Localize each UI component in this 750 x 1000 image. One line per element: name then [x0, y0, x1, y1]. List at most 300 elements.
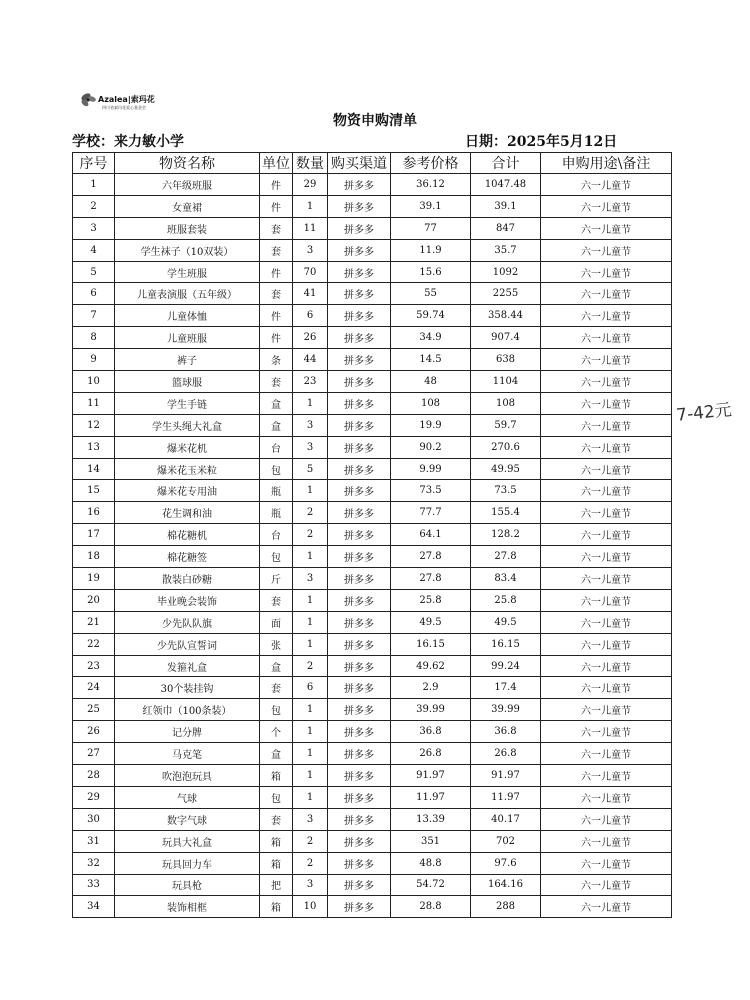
table-row — [73, 392, 672, 414]
cell-unit: 套 — [260, 217, 293, 239]
table-row — [73, 655, 672, 677]
cell-channel: 拼多多 — [328, 480, 391, 502]
cell-quantity: 2 — [293, 524, 328, 546]
table-row — [73, 327, 672, 349]
cell-index: 13 — [73, 436, 115, 458]
cell-total: 99.24 — [471, 655, 541, 677]
cell-quantity: 3 — [293, 239, 328, 261]
cell-quantity: 29 — [293, 174, 328, 196]
cell-unit: 包 — [260, 699, 293, 721]
cell-index: 21 — [73, 611, 115, 633]
cell-index: 27 — [73, 743, 115, 765]
cell-index: 26 — [73, 721, 115, 743]
cell-unit: 套 — [260, 239, 293, 261]
cell-unit: 件 — [260, 305, 293, 327]
cell-quantity: 2 — [293, 830, 328, 852]
cell-total: 26.8 — [471, 743, 541, 765]
cell-channel: 拼多多 — [328, 852, 391, 874]
cell-purpose: 六一儿童节 — [541, 852, 672, 874]
cell-ref-price: 19.9 — [391, 414, 471, 436]
cell-ref-price: 2.9 — [391, 677, 471, 699]
cell-unit: 盒 — [260, 414, 293, 436]
cell-quantity: 1 — [293, 743, 328, 765]
document-date: 日期：2025年5月12日 — [465, 134, 618, 150]
cell-ref-price: 351 — [391, 830, 471, 852]
cell-total: 27.8 — [471, 546, 541, 568]
cell-item-name: 爆米花玉米粒 — [115, 458, 260, 480]
cell-channel: 拼多多 — [328, 261, 391, 283]
cell-quantity: 1 — [293, 589, 328, 611]
cell-ref-price: 28.8 — [391, 896, 471, 918]
cell-ref-price: 11.97 — [391, 786, 471, 808]
cell-total: 288 — [471, 896, 541, 918]
cell-unit: 套 — [260, 283, 293, 305]
cell-quantity: 6 — [293, 305, 328, 327]
table-header-row — [73, 153, 672, 174]
table-row — [73, 808, 672, 830]
table-row — [73, 633, 672, 655]
cell-total: 25.8 — [471, 589, 541, 611]
cell-channel: 拼多多 — [328, 392, 391, 414]
cell-channel: 拼多多 — [328, 524, 391, 546]
cell-channel: 拼多多 — [328, 195, 391, 217]
cell-total: 91.97 — [471, 765, 541, 787]
cell-item-name: 毕业晚会装饰 — [115, 589, 260, 611]
table-row — [73, 195, 672, 217]
header-col-index: 序号 — [73, 153, 115, 174]
cell-purpose: 六一儿童节 — [541, 436, 672, 458]
cell-quantity: 41 — [293, 283, 328, 305]
cell-index: 29 — [73, 786, 115, 808]
cell-unit: 台 — [260, 524, 293, 546]
cell-quantity: 3 — [293, 414, 328, 436]
cell-purpose: 六一儿童节 — [541, 217, 672, 239]
cell-channel: 拼多多 — [328, 502, 391, 524]
cell-ref-price: 48 — [391, 371, 471, 393]
cell-channel: 拼多多 — [328, 174, 391, 196]
cell-total: 39.1 — [471, 195, 541, 217]
cell-total: 97.6 — [471, 852, 541, 874]
cell-quantity: 1 — [293, 195, 328, 217]
cell-unit: 面 — [260, 611, 293, 633]
cell-total: 83.4 — [471, 568, 541, 590]
cell-ref-price: 55 — [391, 283, 471, 305]
header-col-unit: 单位 — [260, 153, 293, 174]
cell-ref-price: 27.8 — [391, 546, 471, 568]
cell-channel: 拼多多 — [328, 239, 391, 261]
cell-quantity: 1 — [293, 786, 328, 808]
cell-ref-price: 77 — [391, 217, 471, 239]
cell-index: 16 — [73, 502, 115, 524]
cell-total: 39.99 — [471, 699, 541, 721]
cell-purpose: 六一儿童节 — [541, 261, 672, 283]
cell-purpose: 六一儿童节 — [541, 327, 672, 349]
cell-index: 14 — [73, 458, 115, 480]
cell-quantity: 2 — [293, 655, 328, 677]
cell-purpose: 六一儿童节 — [541, 655, 672, 677]
cell-purpose: 六一儿童节 — [541, 786, 672, 808]
cell-unit: 套 — [260, 371, 293, 393]
cell-item-name: 班服套装 — [115, 217, 260, 239]
cell-ref-price: 27.8 — [391, 568, 471, 590]
cell-purpose: 六一儿童节 — [541, 195, 672, 217]
table-row — [73, 874, 672, 896]
cell-ref-price: 14.5 — [391, 349, 471, 371]
table-row — [73, 611, 672, 633]
cell-total: 1047.48 — [471, 174, 541, 196]
table-row — [73, 743, 672, 765]
cell-index: 25 — [73, 699, 115, 721]
cell-channel: 拼多多 — [328, 589, 391, 611]
cell-ref-price: 11.9 — [391, 239, 471, 261]
cell-quantity: 1 — [293, 546, 328, 568]
cell-purpose: 六一儿童节 — [541, 808, 672, 830]
cell-purpose: 六一儿童节 — [541, 568, 672, 590]
cell-unit: 瓶 — [260, 502, 293, 524]
cell-unit: 件 — [260, 327, 293, 349]
cell-index: 33 — [73, 874, 115, 896]
cell-index: 1 — [73, 174, 115, 196]
cell-item-name: 装饰相框 — [115, 896, 260, 918]
table-row — [73, 830, 672, 852]
cell-item-name: 棉花糖机 — [115, 524, 260, 546]
cell-item-name: 棉花糖签 — [115, 546, 260, 568]
cell-total: 128.2 — [471, 524, 541, 546]
cell-index: 11 — [73, 392, 115, 414]
cell-item-name: 玩具大礼盒 — [115, 830, 260, 852]
cell-ref-price: 39.99 — [391, 699, 471, 721]
cell-ref-price: 34.9 — [391, 327, 471, 349]
table-row — [73, 436, 672, 458]
cell-purpose: 六一儿童节 — [541, 371, 672, 393]
cell-item-name: 红领巾（100条装） — [115, 699, 260, 721]
cell-total: 638 — [471, 349, 541, 371]
cell-item-name: 学生袜子（10双装） — [115, 239, 260, 261]
cell-ref-price: 64.1 — [391, 524, 471, 546]
cell-quantity: 1 — [293, 633, 328, 655]
cell-purpose: 六一儿童节 — [541, 524, 672, 546]
cell-quantity: 1 — [293, 392, 328, 414]
table-row — [73, 589, 672, 611]
cell-unit: 盒 — [260, 743, 293, 765]
cell-channel: 拼多多 — [328, 765, 391, 787]
cell-item-name: 学生班服 — [115, 261, 260, 283]
cell-unit: 包 — [260, 786, 293, 808]
document-title: 物资申购清单 — [333, 113, 417, 129]
school-name: 学校：来力敏小学 — [72, 134, 184, 150]
cell-total: 49.95 — [471, 458, 541, 480]
cell-index: 19 — [73, 568, 115, 590]
cell-total: 270.6 — [471, 436, 541, 458]
cell-channel: 拼多多 — [328, 305, 391, 327]
cell-unit: 箱 — [260, 830, 293, 852]
cell-index: 12 — [73, 414, 115, 436]
cell-ref-price: 49.5 — [391, 611, 471, 633]
cell-total: 11.97 — [471, 786, 541, 808]
cell-channel: 拼多多 — [328, 283, 391, 305]
cell-channel: 拼多多 — [328, 611, 391, 633]
cell-unit: 包 — [260, 546, 293, 568]
cell-unit: 盒 — [260, 655, 293, 677]
cell-quantity: 3 — [293, 436, 328, 458]
table-row — [73, 480, 672, 502]
cell-index: 10 — [73, 371, 115, 393]
table-row — [73, 217, 672, 239]
cell-unit: 盒 — [260, 392, 293, 414]
cell-item-name: 玩具回力车 — [115, 852, 260, 874]
cell-unit: 套 — [260, 677, 293, 699]
cell-channel: 拼多多 — [328, 896, 391, 918]
cell-index: 32 — [73, 852, 115, 874]
cell-ref-price: 26.8 — [391, 743, 471, 765]
cell-item-name: 爆米花专用油 — [115, 480, 260, 502]
cell-total: 847 — [471, 217, 541, 239]
cell-item-name: 马克笔 — [115, 743, 260, 765]
header-col-item-name: 物资名称 — [115, 153, 260, 174]
cell-channel: 拼多多 — [328, 655, 391, 677]
cell-unit: 套 — [260, 808, 293, 830]
cell-ref-price: 77.7 — [391, 502, 471, 524]
cell-item-name: 儿童表演服（五年级） — [115, 283, 260, 305]
cell-purpose: 六一儿童节 — [541, 174, 672, 196]
cell-channel: 拼多多 — [328, 436, 391, 458]
cell-channel: 拼多多 — [328, 830, 391, 852]
cell-total: 358.44 — [471, 305, 541, 327]
cell-ref-price: 49.62 — [391, 655, 471, 677]
cell-channel: 拼多多 — [328, 721, 391, 743]
header-col-total: 合计 — [471, 153, 541, 174]
cell-channel: 拼多多 — [328, 414, 391, 436]
cell-index: 24 — [73, 677, 115, 699]
cell-quantity: 1 — [293, 480, 328, 502]
cell-item-name: 爆米花机 — [115, 436, 260, 458]
cell-ref-price: 16.15 — [391, 633, 471, 655]
cell-channel: 拼多多 — [328, 568, 391, 590]
cell-ref-price: 108 — [391, 392, 471, 414]
purchase-table — [72, 152, 672, 918]
cell-index: 2 — [73, 195, 115, 217]
cell-unit: 箱 — [260, 852, 293, 874]
cell-total: 164.16 — [471, 874, 541, 896]
table-row — [73, 677, 672, 699]
logo-subtitle: 四川省索玛花爱心基金会 — [102, 105, 146, 110]
cell-index: 20 — [73, 589, 115, 611]
cell-quantity: 26 — [293, 327, 328, 349]
cell-item-name: 花生调和油 — [115, 502, 260, 524]
cell-unit: 件 — [260, 174, 293, 196]
cell-index: 28 — [73, 765, 115, 787]
cell-total: 1092 — [471, 261, 541, 283]
cell-item-name: 发箍礼盒 — [115, 655, 260, 677]
header-col-ref-price: 参考价格 — [391, 153, 471, 174]
cell-purpose: 六一儿童节 — [541, 283, 672, 305]
table-row — [73, 283, 672, 305]
cell-unit: 套 — [260, 589, 293, 611]
cell-channel: 拼多多 — [328, 874, 391, 896]
cell-quantity: 11 — [293, 217, 328, 239]
table-row — [73, 371, 672, 393]
cell-total: 2255 — [471, 283, 541, 305]
cell-unit: 台 — [260, 436, 293, 458]
table-row — [73, 305, 672, 327]
cell-ref-price: 36.8 — [391, 721, 471, 743]
cell-unit: 条 — [260, 349, 293, 371]
cell-channel: 拼多多 — [328, 633, 391, 655]
cell-purpose: 六一儿童节 — [541, 611, 672, 633]
cell-channel: 拼多多 — [328, 327, 391, 349]
cell-total: 155.4 — [471, 502, 541, 524]
cell-quantity: 10 — [293, 896, 328, 918]
cell-item-name: 儿童体恤 — [115, 305, 260, 327]
cell-ref-price: 48.8 — [391, 852, 471, 874]
cell-index: 6 — [73, 283, 115, 305]
header-col-purpose: 申购用途\备注 — [541, 153, 672, 174]
cell-index: 4 — [73, 239, 115, 261]
cell-total: 702 — [471, 830, 541, 852]
cell-total: 17.4 — [471, 677, 541, 699]
cell-purpose: 六一儿童节 — [541, 502, 672, 524]
table-row — [73, 699, 672, 721]
cell-item-name: 吹泡泡玩具 — [115, 765, 260, 787]
cell-channel: 拼多多 — [328, 349, 391, 371]
cell-total: 108 — [471, 392, 541, 414]
header-col-channel: 购买渠道 — [328, 153, 391, 174]
table-row — [73, 524, 672, 546]
handwritten-note: 7-42元 — [675, 400, 733, 426]
cell-item-name: 裤子 — [115, 349, 260, 371]
cell-item-name: 篮球服 — [115, 371, 260, 393]
cell-ref-price: 91.97 — [391, 765, 471, 787]
cell-item-name: 散装白砂糖 — [115, 568, 260, 590]
cell-purpose: 六一儿童节 — [541, 874, 672, 896]
cell-channel: 拼多多 — [328, 808, 391, 830]
cell-ref-price: 54.72 — [391, 874, 471, 896]
cell-total: 59.7 — [471, 414, 541, 436]
table-row — [73, 349, 672, 371]
cell-unit: 把 — [260, 874, 293, 896]
cell-index: 31 — [73, 830, 115, 852]
cell-total: 49.5 — [471, 611, 541, 633]
cell-item-name: 数字气球 — [115, 808, 260, 830]
cell-purpose: 六一儿童节 — [541, 589, 672, 611]
cell-item-name: 儿童班服 — [115, 327, 260, 349]
cell-purpose: 六一儿童节 — [541, 480, 672, 502]
cell-index: 7 — [73, 305, 115, 327]
cell-index: 9 — [73, 349, 115, 371]
table-row — [73, 786, 672, 808]
table-row — [73, 174, 672, 196]
cell-purpose: 六一儿童节 — [541, 699, 672, 721]
cell-purpose: 六一儿童节 — [541, 633, 672, 655]
cell-ref-price: 36.12 — [391, 174, 471, 196]
cell-quantity: 1 — [293, 721, 328, 743]
table-row — [73, 546, 672, 568]
cell-index: 5 — [73, 261, 115, 283]
cell-quantity: 1 — [293, 699, 328, 721]
cell-quantity: 1 — [293, 765, 328, 787]
cell-item-name: 玩具枪 — [115, 874, 260, 896]
cell-quantity: 2 — [293, 852, 328, 874]
cell-unit: 箱 — [260, 765, 293, 787]
cell-quantity: 3 — [293, 874, 328, 896]
cell-purpose: 六一儿童节 — [541, 830, 672, 852]
cell-purpose: 六一儿童节 — [541, 414, 672, 436]
cell-purpose: 六一儿童节 — [541, 677, 672, 699]
cell-total: 35.7 — [471, 239, 541, 261]
table-row — [73, 261, 672, 283]
cell-total: 16.15 — [471, 633, 541, 655]
cell-channel: 拼多多 — [328, 217, 391, 239]
cell-item-name: 记分牌 — [115, 721, 260, 743]
cell-quantity: 1 — [293, 611, 328, 633]
cell-item-name: 气球 — [115, 786, 260, 808]
cell-purpose: 六一儿童节 — [541, 765, 672, 787]
cell-index: 3 — [73, 217, 115, 239]
cell-channel: 拼多多 — [328, 371, 391, 393]
cell-total: 36.8 — [471, 721, 541, 743]
cell-quantity: 3 — [293, 568, 328, 590]
cell-ref-price: 9.99 — [391, 458, 471, 480]
cell-index: 17 — [73, 524, 115, 546]
header-col-quantity: 数量 — [293, 153, 328, 174]
table-row — [73, 502, 672, 524]
cell-item-name: 30个装挂钩 — [115, 677, 260, 699]
cell-total: 40.17 — [471, 808, 541, 830]
table-row — [73, 721, 672, 743]
cell-quantity: 44 — [293, 349, 328, 371]
table-row — [73, 239, 672, 261]
cell-channel: 拼多多 — [328, 546, 391, 568]
table-row — [73, 414, 672, 436]
cell-index: 23 — [73, 655, 115, 677]
cell-index: 22 — [73, 633, 115, 655]
cell-unit: 个 — [260, 721, 293, 743]
cell-purpose: 六一儿童节 — [541, 546, 672, 568]
cell-purpose: 六一儿童节 — [541, 305, 672, 327]
cell-quantity: 70 — [293, 261, 328, 283]
cell-unit: 件 — [260, 261, 293, 283]
cell-quantity: 5 — [293, 458, 328, 480]
cell-item-name: 学生头绳大礼盒 — [115, 414, 260, 436]
cell-unit: 张 — [260, 633, 293, 655]
cell-purpose: 六一儿童节 — [541, 896, 672, 918]
table-row — [73, 458, 672, 480]
cell-item-name: 女童裙 — [115, 195, 260, 217]
cell-total: 1104 — [471, 371, 541, 393]
cell-purpose: 六一儿童节 — [541, 349, 672, 371]
cell-unit: 斤 — [260, 568, 293, 590]
cell-ref-price: 59.74 — [391, 305, 471, 327]
cell-quantity: 2 — [293, 502, 328, 524]
cell-item-name: 少先队宣誓词 — [115, 633, 260, 655]
cell-index: 34 — [73, 896, 115, 918]
logo-brand-text: Azalea|索玛花 — [98, 95, 155, 104]
cell-purpose: 六一儿童节 — [541, 239, 672, 261]
cell-purpose: 六一儿童节 — [541, 458, 672, 480]
cell-purpose: 六一儿童节 — [541, 721, 672, 743]
cell-unit: 包 — [260, 458, 293, 480]
cell-index: 30 — [73, 808, 115, 830]
cell-quantity: 3 — [293, 808, 328, 830]
cell-item-name: 六年级班服 — [115, 174, 260, 196]
cell-ref-price: 73.5 — [391, 480, 471, 502]
cell-quantity: 6 — [293, 677, 328, 699]
cell-channel: 拼多多 — [328, 677, 391, 699]
cell-item-name: 学生手链 — [115, 392, 260, 414]
table-row — [73, 765, 672, 787]
cell-index: 18 — [73, 546, 115, 568]
table-row — [73, 896, 672, 918]
